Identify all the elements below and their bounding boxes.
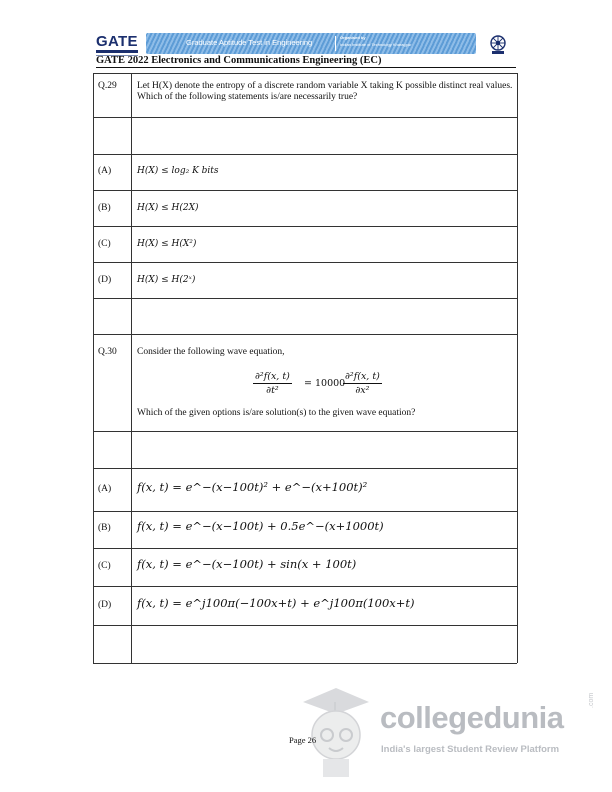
row-divider <box>93 73 517 74</box>
organiser-name: Indian Institute of Technology Kharagpur <box>340 42 412 47</box>
q30-question: Which of the given options is/are solution(s) to the given wave equation? <box>137 408 416 418</box>
row-divider <box>93 262 517 263</box>
row-divider <box>93 511 517 512</box>
row-divider <box>93 625 517 626</box>
q30-option-d-label: (D) <box>98 600 112 610</box>
wave-eq-rhs-denominator: ∂x² <box>355 385 370 396</box>
wave-eq-lhs-denominator: ∂t² <box>266 385 279 396</box>
banner-separator <box>335 36 336 51</box>
mascot-watermark-icon <box>293 680 379 780</box>
title-rule <box>96 67 516 68</box>
q30-option-b-label: (B) <box>98 523 111 533</box>
organised-by-label: Organised by <box>340 35 366 40</box>
q29-option-b-label: (B) <box>98 203 111 213</box>
q29-option-b: H(X) ≤ H(2X) <box>137 203 199 213</box>
gate-logo: GATE <box>96 33 138 50</box>
wave-eq-equals: = 10000 <box>304 378 346 389</box>
q30-option-d: f(x, t) = e^j100π(−100x+t) + e^j100π(100x+t) <box>137 596 415 610</box>
table-left-border <box>93 73 94 663</box>
row-divider <box>93 334 517 335</box>
row-divider <box>93 154 517 155</box>
q30-option-b: f(x, t) = e^−(x−100t) + 0.5e^−(x+1000t) <box>137 519 384 533</box>
wave-eq-rhs-numerator: ∂²f(x, t) <box>345 371 380 382</box>
table-column-divider <box>131 73 132 663</box>
page-number: Page 26 <box>289 735 317 745</box>
q30-option-c: f(x, t) = e^−(x−100t) + sin(x + 100t) <box>137 557 357 571</box>
q30-option-a-label: (A) <box>98 484 112 494</box>
iit-emblem-icon <box>487 33 509 55</box>
row-divider <box>93 431 517 432</box>
row-divider <box>93 298 517 299</box>
q29-option-a-label: (A) <box>98 166 112 176</box>
paper-title: GATE 2022 Electronics and Communications Engineering (EC) <box>96 55 382 66</box>
q29-option-d: H(X) ≤ H(2ˣ) <box>137 275 196 285</box>
row-divider <box>93 226 517 227</box>
q29-text: Let H(X) denote the entropy of a discrete random variable X taking K possible distinct real values. Which of the following statements is/are necessarily true? <box>137 81 513 102</box>
q29-option-c-label: (C) <box>98 239 111 249</box>
watermark-logo-text: collegedunia <box>380 700 564 735</box>
q29-option-a: H(X) ≤ log₂ K bits <box>137 166 219 176</box>
q30-intro: Consider the following wave equation, <box>137 347 285 357</box>
q30-number: Q.30 <box>98 347 117 357</box>
logo-underline <box>96 50 138 53</box>
row-divider <box>93 190 517 191</box>
q29-option-c: H(X) ≤ H(X²) <box>137 239 197 249</box>
row-divider <box>93 468 517 469</box>
wave-eq-lhs-numerator: ∂²f(x, t) <box>255 371 290 382</box>
q30-option-a: f(x, t) = e^−(x−100t)² + e^−(x+100t)² <box>137 480 368 494</box>
table-right-border <box>517 73 518 663</box>
q30-option-c-label: (C) <box>98 561 111 571</box>
watermark-tagline: India's largest Student Review Platform <box>381 744 560 755</box>
watermark-domain: .com <box>588 692 595 708</box>
wave-eq-lhs-fraction <box>253 371 292 396</box>
q29-number: Q.29 <box>98 81 117 91</box>
banner-title: Graduate Aptitude Test in Engineering <box>186 38 313 47</box>
wave-eq-rhs-fraction <box>343 371 382 396</box>
row-divider <box>93 548 517 549</box>
q29-option-d-label: (D) <box>98 275 112 285</box>
row-divider <box>93 586 517 587</box>
row-divider <box>93 117 517 118</box>
row-divider <box>93 663 517 664</box>
